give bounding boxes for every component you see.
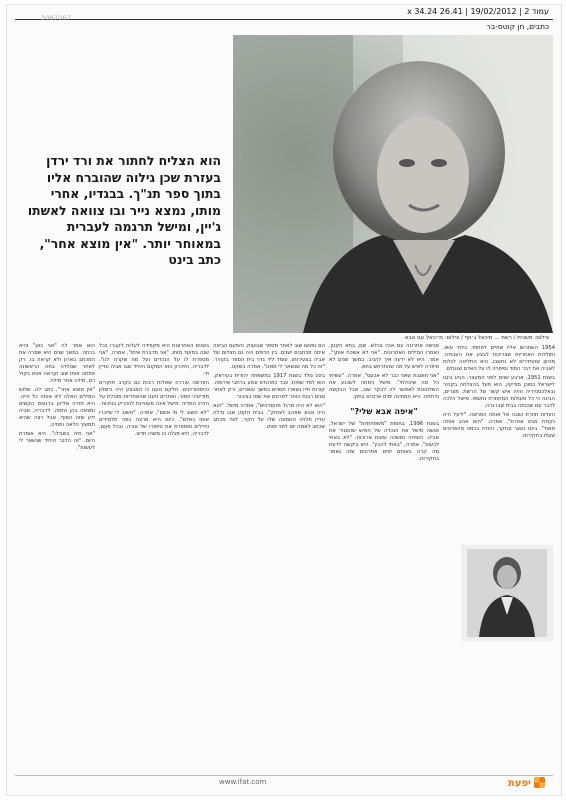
paragraph: בינט נולד בשנת 1917 במשפחה יהודית בעיראק. הוא למד שפות, עבד כמהנדס ונסע ברחבי אירופה. קורות חייו נשארו חסויים במשך עשורים, ורק לאחר שנים רבות הותר לפרסם את שמו בציבור. xyxy=(213,373,325,400)
pull-quote: הוא הצליח לחתור את ורד ירדן בעזרת שכן גילוה שהוברח אליו בתוך ספר תנ"ך. בבגדיו, אחרי מותו, נמצא נייר ובו צוואה לאשתו ג'יין, ומישל תרגמה לעברית במאוחר יותר. "אין מוצא אחר", כתב בינט xyxy=(27,153,221,267)
clip-id: 3087067 xyxy=(41,15,72,22)
article-column-2 xyxy=(329,343,439,755)
paragraph: "הוא לא היה מרגל מהסרטים", אמרה מישל. "הוא היה אבא שאהב לצחוק". בבית הקטן שבו גדלה עדיין תלויה התמונה שלו על הקיר, לצד מכתב שכתב לאמה יום לפני מותו. xyxy=(213,403,325,430)
paragraph: "אין מוצא אחר", כתב לה. שלוש המילים האלה ליוו אותה כל חייה. היא חזרה אליהן ברגעים הקשים ומצאה בהן נחמה. לדבריה, אביה ידע שזה הסוף, אבל רצה שהיא תמשיך הלאה ותחיה. xyxy=(19,387,95,428)
paragraph: העדות חוזרת ושבה אל אותה הפרשה. "ליעל היה נקודת מבט אחרת", אמרה. "הוא אהב אותה מאוד". בינט נעצר ונחקר, והודה בכמה מהפרטים שעלו בחקירתו. xyxy=(443,412,555,439)
footer-rule xyxy=(15,775,553,776)
paragraph: "אני חיה בשבילו", היא אומרת היום. "זה הדבר היחיד שנשאר לי לעשות". xyxy=(19,431,95,451)
paragraph: הם נפגשו שוב לאחר מספר שבועות, והפעם הביאה איתה מכתבים ישנים. בין הדפים היה גם תצלום של אביה בצעירותו, עומד ליד גדר בית הספר בקהיר. "זה כל מה שנשאר לי ממנו", אמרה בשקט. xyxy=(213,343,325,370)
newspaper-page xyxy=(6,4,562,796)
section-subhead: "איפה אבא שלי?" xyxy=(350,407,418,416)
paragraph: בשנת 1951, ארבע שנים לפני המעצר, הגיע בינט לישראל כסוכן מודיעין. הוא פעל בהצלחה בקהיר ובאלכסנדריה והיה איש קשר של הרשת. מצרים, הבינה כי כל פעולות המחתרת נחשפו. מישל הלכה לדבר עם שכנתה בבית שבו גרה. xyxy=(443,375,555,409)
footer-brand-logo: יפעת xyxy=(508,777,545,789)
paragraph: בשנת 1996, בחסות "משפחתיות" של ישראל, פגשה מישל את הנכדה של האיש שהסגיר את אביה. השיחה נמשכה שעות ארוכות. "לא באתי לכעוס", אמרה, "באתי להבין". היא ביקשה לדעת מה קרה באותם ימים אחרונים ומה נאמר בחקירות. xyxy=(329,421,439,462)
paragraph: בשנים האחרונות היא מקפידה לעלות לקברו בכל שנה במועד מותו. "אני מדברת איתו", אמרה. "אני מספרת לו על הנכדים ועל מה שקרה לנו". לדבריה, הזיכרון הוא המקום היחיד שבו אביה עדיין חי. xyxy=(99,343,209,377)
article-column-4 xyxy=(99,343,209,755)
paragraph: הפרשה עוררה שאלות רבות גם בקרב חוקרים והיסטוריונים. חלקם טענו כי המבצע היה כישלון מודיעיני חמור, ואחרים טענו שהאחריות מוטלת על הדרג המדיני. מישל אינה מעוניינת להכריע בוויכוח. xyxy=(99,380,209,407)
header-rule xyxy=(15,19,553,20)
footer-url: www.ifat.com xyxy=(219,778,267,786)
archive-photo xyxy=(461,545,553,641)
paragraph: "אני חושבת שאני כבר לא אכעס", אמרה. "עשיתי כל מה שיכולתי". מישל ניסתה לשכנע את השלטונות לאפשר לה לבקר שוב, אבל הבקשה נדחתה. היא המתינה ימים ארוכים בחוץ. xyxy=(329,373,439,400)
article-column-5 xyxy=(19,343,95,755)
paragraph: "לא חשוב לי מי אשם", אמרה. "חשוב לי שיזכרו אותו כאדם". כיום היא מרצה בפני תלמידים וחיילים ומספרת את סיפורו של אביה, ובכל פעם, לדבריה, היא מגלה בו משהו חדש. xyxy=(99,410,209,437)
paragraph: פגישה אחרונה עם אביו בכלא. שם, בתא הקטן, נאמרו המילים האחרונות. "אני לא אשכח אותך", אמר. היא לא ידעה איך להגיב. במשך שנים לא סיפרה לאיש על מה שהתרחש בתא. xyxy=(329,343,439,370)
paragraph: הוא אמר לה "אני כאן" והיא בכתה. במשך שנים היא שמרה את המכתב בארון ולא קראה בו. רק לאחר שנולדה בתה הראשונה פתחה אותו שוב וקראה אותו בקול רם, מילה אחר מילה. xyxy=(19,343,95,384)
article-column-3 xyxy=(213,343,325,755)
source-line: כתבים, חן קוטס-בר xyxy=(486,22,549,31)
paragraph: 1954 השתרשו אליו שתיים לפחות. ביחד עשו, ותולדות האחריות שצריכות לבצע את העבודה. מכיוון שהחדרים לא נחשבו, היא החליטה לגלות לאביה את דבר הסוד וסיפרה לו על האדם שנעלם. xyxy=(443,345,555,372)
photo-credit: צילום: משכית / רשת ... מיכאל ג׳וזף / צילום: מ׳יכאל עם אבא xyxy=(404,335,549,341)
portrait-photo xyxy=(233,35,553,333)
issue-line: עמוד 2 | 19/02/2012 | 26.41 x 34.24 xyxy=(407,7,549,16)
